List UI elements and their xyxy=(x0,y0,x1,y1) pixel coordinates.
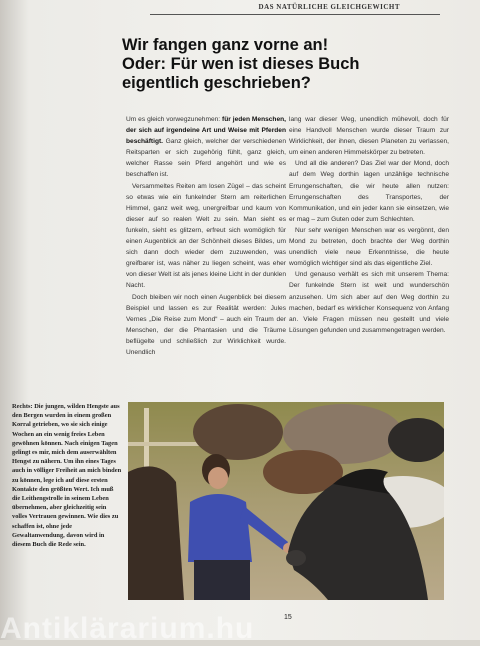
watermark-text: Antiklärarium.hu xyxy=(0,612,255,645)
paragraph-text: Um es gleich vorwegzunehmen: xyxy=(126,116,223,123)
paragraph-text: Ganz gleich, welcher der verschiedenen Reitsparten er sich zugehörig fühlt, ganz gleich, welcher Rasse sein Pferd angehört und wie es beschaffen ist. xyxy=(126,138,286,179)
horse-photo xyxy=(128,402,444,600)
photo-caption xyxy=(12,402,122,549)
background-horse xyxy=(193,404,283,460)
paragraph: Und all die anderen? Das Ziel war der Mond, doch auf dem Weg dorthin lagen unzählige technische Errungenschaften, die wir heute allen nutzen: Errungenschaften des Transportes, der Kommunikation, und ein jeder kann sie einsetzen, wie er mag – zum Guten oder zum Schlechten. xyxy=(289,160,449,223)
running-head-text: DAS NATÜRLICHE GLEICHGEWICHT xyxy=(258,3,400,11)
headline-line-1: Wir fangen ganz vorne an! xyxy=(122,36,329,54)
running-head xyxy=(150,2,440,15)
paragraph-bold-text: für jeden Menschen, der sich auf irgendeine Art und Weise mit Pferden beschäftigt. xyxy=(126,116,286,146)
headline-line-3: eigentlich geschrieben? xyxy=(122,74,311,92)
paragraph: lang war dieser Weg, unendlich mühevoll, doch für eine Handvoll Menschen wurde dieser Traum zur Wirklichkeit, der ihnen, diesen Planeten zu verlassen, um einen anderen Himmelskörper zu betreten. xyxy=(289,116,449,157)
person-face xyxy=(208,467,228,489)
text-column-left xyxy=(126,114,286,358)
headline-line-2: Oder: Für wen ist dieses Buch xyxy=(122,55,360,73)
paragraph: Und genauso verhält es sich mit unserem Thema: Der funkelnde Stern ist weit und wunderschön anzusehen. Um sich aber auf den Weg dorthin zu machen, bedarf es wirklicher Konsequenz von Anfang an. Viele Fragen müssen neu gestellt und viele Lösungen gefunden und zusammengetragen werden. xyxy=(289,271,449,334)
paragraph xyxy=(126,114,286,181)
person-shirt xyxy=(188,494,252,562)
page-number: 15 xyxy=(284,614,292,621)
caption-lead: Rechts: xyxy=(12,403,33,410)
dark-horse-left xyxy=(128,466,184,600)
horse-photo-illustration xyxy=(128,402,444,600)
paragraph: Versammeltes Reiten am losen Zügel – das scheint so etwas wie ein funkelnder Stern am reiterlichen Himmel, ganz weit weg, unergreifbar und kaum von dieser auf so realen Welt zu sein. Man sieht es funkeln, sieht es glitzern, erfreut sich womöglich für einen Augenblick an der Schönheit dieses Bildes, um sich dann doch wieder dem zuzuwenden, was greifbarer ist, was näher zu liegen scheint, was eher von dieser Welt ist als jenes kleine Licht in der dunklen Nacht. xyxy=(126,182,286,290)
text-column-right xyxy=(289,114,449,336)
paragraph: Nur sehr wenigen Menschen war es vergönnt, den Mond zu betreten, doch brachte der Weg dorthin unendlich viele neue Erkenntnisse, die heute womöglich wichtiger sind als das eigentliche Ziel. xyxy=(289,226,449,268)
person-trousers xyxy=(194,560,250,600)
horse-muzzle xyxy=(286,550,306,566)
chapter-headline xyxy=(122,36,452,93)
paragraph: Doch bleiben wir noch einen Augenblick bei diesem Beispiel und lassen es zur Realität werden: Jules Vernes „Die Reise zum Mond“ – auch ein Traum der Menschen, der die Phantasien und die Träume beflügelte und schließlich zur Wirklichkeit wurde. Unendlich xyxy=(126,293,286,356)
caption-text: Die jungen, wilden Hengste aus den Bergen wurden in einem großen Korral getrieben, wo sie sich einige Wochen an ein wenig freies Leben gewöhnen können. Nach einigen Tagen gelingt es mir, mich dem auserwählten Hengst zu nähern. Um ihn eines Tages auch in völliger Freiheit an mich binden zu können, lege ich auf diese ersten Kontakte den größten Wert. Ich muß die Leithengstrolle in seinem Leben übernehmen, aber gleichzeitig sein volles Vertrauen gewinnen. Wie dies zu schaffen ist, ohne jede Gewaltanwendung, davon wird in diesem Buch die Rede sein. xyxy=(12,403,122,549)
